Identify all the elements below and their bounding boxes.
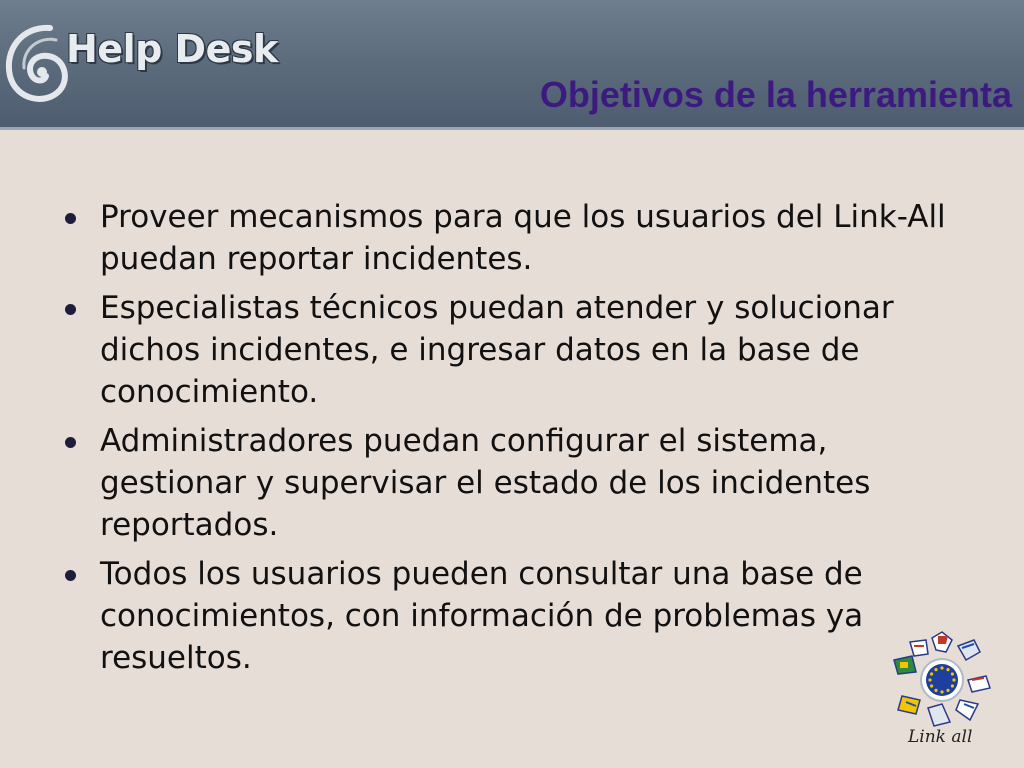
bullet-icon xyxy=(65,304,76,315)
page-title: Objetivos de la herramienta xyxy=(539,74,1012,115)
objectives-list xyxy=(58,196,978,686)
list-item-text: Administradores puedan configurar el sistema, gestionar y supervisar el estado de los incidentes reportados. xyxy=(100,423,871,543)
list-item xyxy=(58,553,978,679)
emblem-caption: Link all xyxy=(908,727,973,747)
bullet-icon xyxy=(65,437,76,448)
header-divider xyxy=(0,127,1024,130)
list-item xyxy=(58,287,978,413)
list-item-text: Especialistas técnicos puedan atender y solucionar dichos incidentes, e ingresar datos en la base de conocimiento. xyxy=(100,290,894,410)
list-item-text: Proveer mecanismos para que los usuarios del Link-All puedan reportar incidentes. xyxy=(100,199,946,277)
bullet-icon xyxy=(65,213,76,224)
link-all-emblem-icon xyxy=(886,630,998,730)
list-item-text: Todos los usuarios pueden consultar una base de conocimientos, con información de problemas ya resueltos. xyxy=(100,556,864,676)
bullet-icon xyxy=(65,570,76,581)
slide-header xyxy=(0,0,1024,128)
list-item xyxy=(58,420,978,546)
help-desk-logo-text: Help Desk xyxy=(66,27,278,71)
swirl-logo-icon xyxy=(2,10,74,110)
list-item xyxy=(58,196,978,280)
